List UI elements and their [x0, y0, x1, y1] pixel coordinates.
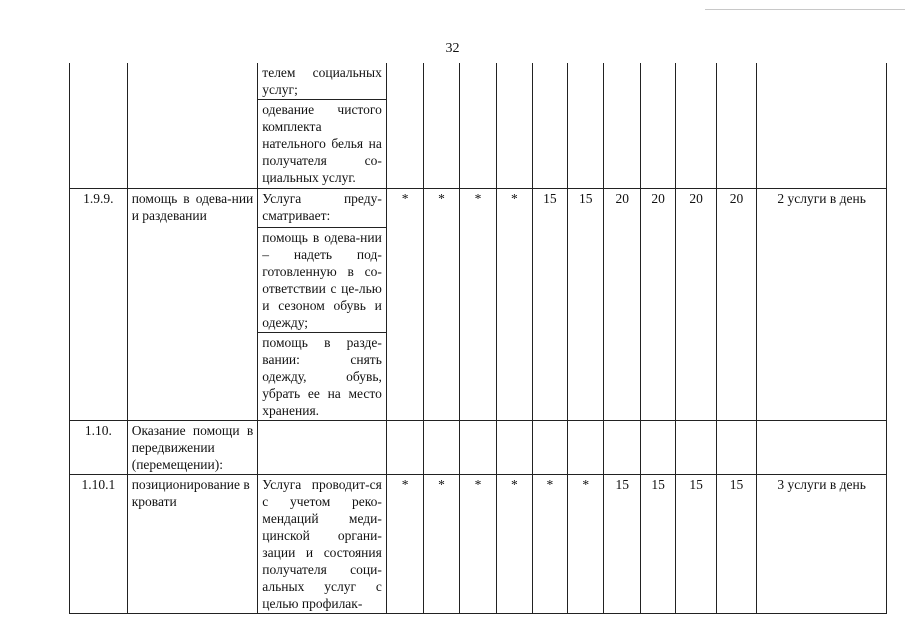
value-cell: 15 [568, 189, 604, 421]
row-number: 1.10.1 [70, 475, 128, 614]
value-cell: * [568, 475, 604, 614]
description-text: Услуга преду-сматривает: [258, 189, 387, 228]
description-text: Услуга проводит-ся с учетом реко-мендаций меди-цинской органи-зации и состояния получателя соци-альных услуг с целью профилак- [258, 475, 387, 614]
value-cell: * [386, 475, 423, 614]
value-cell: * [459, 189, 496, 421]
value-cell: * [424, 189, 459, 421]
value-cell: 20 [716, 189, 756, 421]
frequency-cell: 2 услуги в день [757, 189, 887, 421]
value-cell: 15 [676, 475, 716, 614]
description-text: телем социальных услуг; [258, 63, 387, 100]
service-name: позиционирование в кровати [127, 475, 258, 614]
value-cell: * [497, 189, 532, 421]
value-cell: 15 [716, 475, 756, 614]
row-number: 1.9.9. [70, 189, 128, 421]
row-number-cell [70, 63, 128, 189]
value-cell: * [532, 475, 567, 614]
frequency-cell: 3 услуги в день [757, 475, 887, 614]
value-cell: * [497, 475, 532, 614]
value-cell: 15 [640, 475, 675, 614]
table-row [70, 189, 887, 228]
value-cell: 15 [604, 475, 640, 614]
table-row [70, 421, 887, 475]
description-text: помощь в разде-вании: снять одежду, обувь, убрать ее на место хранения. [258, 333, 387, 421]
top-edge-line [705, 9, 905, 10]
page-number: 32 [445, 41, 460, 56]
value-cell: 20 [604, 189, 640, 421]
value-cell: * [386, 189, 423, 421]
row-name-cell [127, 63, 258, 189]
row-number: 1.10. [70, 421, 128, 475]
description-text: помощь в одева-нии – надеть под-готовленную в со-ответствии с це-лью и сезоном обувь и одежду; [258, 228, 387, 333]
service-name: помощь в одева-нии и раздевании [127, 189, 258, 421]
services-table [69, 63, 887, 614]
section-name: Оказание помощи в передвижении (перемещении): [127, 421, 258, 475]
table-row [70, 63, 887, 100]
value-cell: 20 [676, 189, 716, 421]
value-cell: 20 [640, 189, 675, 421]
value-cell: * [459, 475, 496, 614]
value-cell: 15 [532, 189, 567, 421]
table-row [70, 475, 887, 614]
description-text: одевание чистого комплекта нательного белья на получателя со-циальных услуг. [258, 100, 387, 189]
value-cell: * [424, 475, 459, 614]
